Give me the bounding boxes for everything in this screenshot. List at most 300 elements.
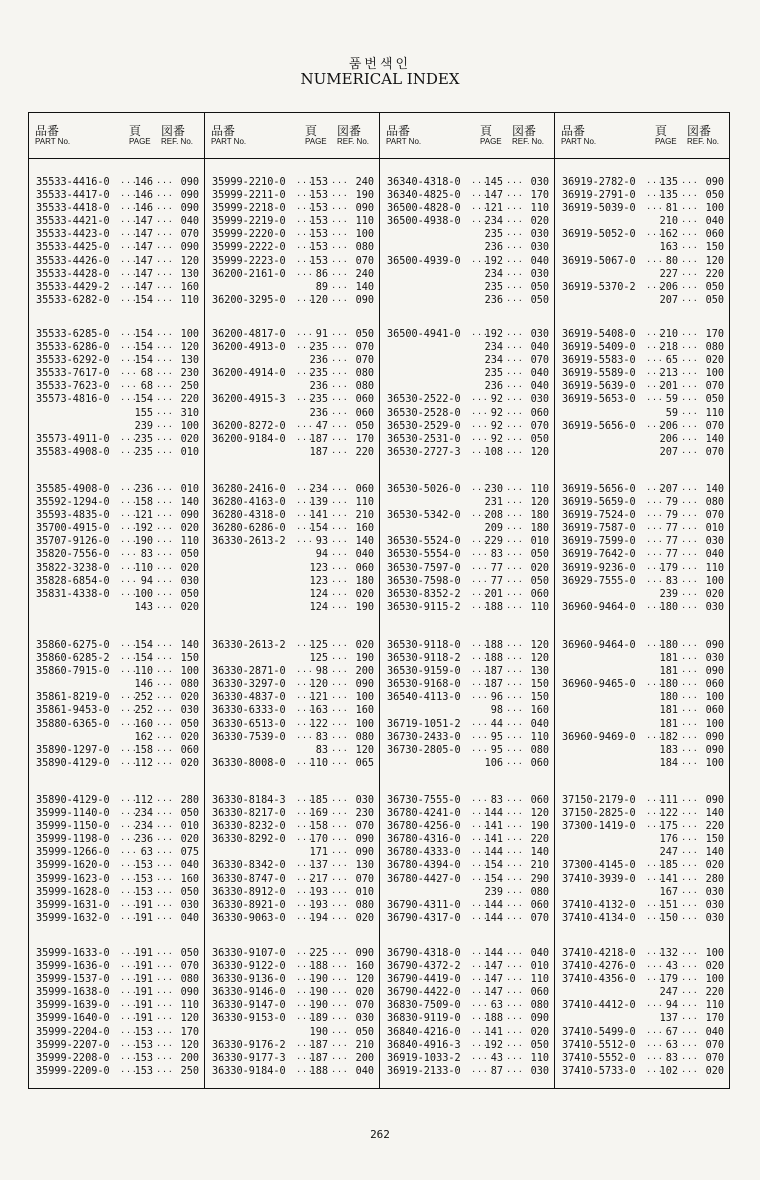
ref-number: 020	[705, 961, 724, 973]
leader-dots: ···	[296, 217, 314, 227]
leader-dots: ···	[646, 421, 664, 431]
leader-dots: ···	[506, 369, 524, 379]
part-number: 35700-4915-0	[36, 523, 110, 535]
header-page-label: 頁	[655, 124, 668, 138]
leader-dots: ···	[331, 295, 349, 305]
index-row	[555, 241, 729, 254]
part-number: 36330-8292-0	[212, 834, 286, 846]
page-ref: 121	[484, 203, 503, 215]
ref-number: 160	[180, 873, 199, 885]
ref-number: 040	[705, 216, 724, 228]
index-row	[29, 973, 204, 986]
page-ref: 185	[659, 860, 678, 872]
index-row	[29, 873, 204, 886]
page-title-english: NUMERICAL INDEX	[300, 70, 460, 88]
page-ref: 217	[309, 873, 328, 885]
leader-dots: ···	[471, 822, 489, 832]
leader-dots: ···	[156, 269, 174, 279]
leader-dots: ···	[120, 949, 138, 958]
ref-number: 060	[705, 679, 724, 691]
part-number: 36330-9184-0	[212, 1065, 286, 1077]
part-number: 36919-5656-0	[562, 484, 636, 495]
page-ref: 192	[484, 255, 503, 267]
part-number: 35533-4425-0	[36, 242, 110, 254]
part-number: 35880-6365-0	[36, 718, 110, 730]
part-number: 36330-9136-0	[212, 974, 286, 986]
ref-number: 040	[530, 342, 549, 354]
leader-dots: ···	[156, 693, 174, 703]
leader-dots: ···	[156, 589, 174, 599]
index-row	[380, 446, 554, 459]
index-row	[29, 354, 204, 367]
ref-number: 110	[705, 562, 724, 574]
leader-dots: ···	[646, 680, 664, 690]
leader-dots: ···	[681, 421, 699, 431]
ref-number: 120	[530, 446, 549, 458]
leader-dots: ···	[296, 693, 314, 703]
part-number: 35999-2204-0	[36, 1026, 110, 1038]
leader-dots: ···	[296, 1040, 314, 1050]
index-row	[205, 859, 379, 872]
index-row	[29, 665, 204, 678]
index-row	[380, 281, 554, 294]
leader-dots: ···	[120, 861, 138, 871]
column-header	[555, 113, 729, 159]
ref-number: 050	[355, 329, 374, 340]
index-row	[29, 176, 204, 189]
leader-dots: ···	[331, 343, 349, 353]
leader-dots: ···	[156, 706, 174, 716]
leader-dots: ···	[156, 191, 174, 201]
part-number: 36919-5039-0	[562, 203, 636, 215]
leader-dots: ···	[681, 1014, 699, 1024]
index-column	[554, 113, 729, 1088]
leader-dots: ···	[681, 369, 699, 379]
leader-dots: ···	[296, 330, 314, 339]
page-ref: 193	[309, 899, 328, 911]
column-header	[205, 113, 379, 159]
index-row	[205, 652, 379, 665]
index-row	[205, 1026, 379, 1039]
index-row	[380, 496, 554, 509]
index-row	[555, 973, 729, 986]
page-ref: 63	[140, 847, 153, 859]
ref-number: 040	[355, 549, 374, 561]
leader-dots: ···	[331, 719, 349, 729]
page-ref: 181	[659, 653, 678, 665]
index-row	[380, 833, 554, 846]
part-number: 36730-2805-0	[387, 744, 461, 756]
page-ref: 239	[484, 886, 503, 898]
index-row	[205, 562, 379, 575]
leader-dots: ···	[331, 861, 349, 871]
part-number: 36330-2871-0	[212, 666, 286, 678]
ref-number: 090	[180, 987, 199, 999]
page-ref: 92	[490, 407, 503, 419]
index-row	[380, 483, 554, 496]
part-number: 36330-9147-0	[212, 1000, 286, 1012]
page-ref: 158	[134, 497, 153, 509]
leader-dots: ···	[331, 230, 349, 240]
ref-number: 060	[530, 757, 549, 769]
index-row	[555, 886, 729, 899]
leader-dots: ···	[156, 230, 174, 240]
part-number: 36960-9465-0	[562, 679, 636, 691]
leader-dots: ···	[471, 191, 489, 201]
page-ref: 191	[134, 974, 153, 986]
part-number: 37410-5512-0	[562, 1039, 636, 1051]
index-row	[555, 912, 729, 925]
ref-number: 070	[355, 873, 374, 885]
leader-dots: ···	[471, 1066, 489, 1076]
part-number: 36200-9184-0	[212, 433, 286, 445]
leader-dots: ···	[120, 693, 138, 703]
page-ref: 153	[134, 1065, 153, 1077]
leader-dots: ···	[646, 382, 664, 392]
part-number: 36530-2727-3	[387, 446, 461, 458]
leader-dots: ···	[296, 680, 314, 690]
index-row	[555, 665, 729, 678]
ref-number: 070	[705, 510, 724, 522]
part-number: 35860-6275-0	[36, 640, 110, 651]
page-ref: 83	[665, 575, 678, 587]
ref-number: 070	[355, 355, 374, 367]
index-row	[29, 744, 204, 757]
leader-dots: ···	[296, 343, 314, 353]
ref-number: 250	[180, 381, 199, 393]
leader-dots: ···	[296, 719, 314, 729]
ref-number: 160	[355, 961, 374, 973]
leader-dots: ···	[331, 537, 349, 547]
page-ref: 207	[659, 294, 678, 306]
ref-number: 030	[530, 394, 549, 406]
leader-dots: ···	[156, 796, 174, 805]
leader-dots: ···	[681, 680, 699, 690]
page-ref: 191	[134, 1000, 153, 1012]
ref-number: 090	[355, 294, 374, 306]
leader-dots: ···	[681, 667, 699, 677]
part-number: 36730-2433-0	[387, 731, 461, 743]
leader-dots: ···	[681, 382, 699, 392]
header-page-label: 頁	[305, 124, 318, 138]
leader-dots: ···	[156, 243, 174, 253]
page-ref: 123	[309, 575, 328, 587]
page-ref: 43	[490, 1052, 503, 1064]
leader-dots: ···	[296, 243, 314, 253]
ref-number: 110	[530, 731, 549, 743]
part-number: 36719-1051-2	[387, 718, 461, 730]
ref-number: 090	[355, 679, 374, 691]
leader-dots: ···	[506, 498, 524, 508]
index-row	[29, 807, 204, 820]
part-number: 35999-1633-0	[36, 948, 110, 959]
leader-dots: ···	[331, 408, 349, 418]
leader-dots: ···	[156, 217, 174, 227]
index-row	[29, 899, 204, 912]
page-ref: 79	[665, 497, 678, 509]
leader-dots: ···	[471, 485, 489, 494]
page-ref: 187	[309, 446, 328, 458]
ref-number: 100	[355, 692, 374, 704]
index-row	[555, 509, 729, 522]
entry-group	[205, 328, 379, 459]
leader-dots: ···	[506, 295, 524, 305]
leader-dots: ···	[120, 447, 138, 457]
index-row	[205, 407, 379, 420]
part-number: 36330-8184-3	[212, 795, 286, 806]
page-ref: 162	[134, 731, 153, 743]
part-number: 36330-2613-2	[212, 536, 286, 548]
index-row	[555, 691, 729, 704]
leader-dots: ···	[681, 243, 699, 253]
ref-number: 080	[530, 886, 549, 898]
leader-dots: ···	[681, 295, 699, 305]
leader-dots: ···	[296, 295, 314, 305]
leader-dots: ···	[331, 822, 349, 832]
part-number: 36919-7599-0	[562, 536, 636, 548]
leader-dots: ···	[296, 874, 314, 884]
page-ref: 230	[484, 484, 503, 495]
page-ref: 201	[659, 381, 678, 393]
ref-number: 120	[530, 497, 549, 509]
entry-group	[29, 947, 204, 1078]
index-row	[205, 328, 379, 341]
leader-dots: ···	[156, 719, 174, 729]
leader-dots: ···	[156, 758, 174, 768]
part-number: 36330-3297-0	[212, 679, 286, 691]
part-number: 36919-5370-2	[562, 281, 636, 293]
index-row	[380, 215, 554, 228]
header-part-sublabel: PART No.	[35, 137, 71, 146]
index-row	[555, 215, 729, 228]
leader-dots: ···	[506, 382, 524, 392]
ref-number: 060	[355, 484, 374, 495]
page-ref: 92	[490, 394, 503, 406]
leader-dots: ···	[331, 796, 349, 805]
part-number: 36919-5639-0	[562, 381, 636, 393]
page-ref: 47	[315, 420, 328, 432]
part-number: 36530-9115-2	[387, 601, 461, 613]
part-number: 35999-1632-0	[36, 912, 110, 924]
index-row	[555, 393, 729, 406]
leader-dots: ···	[471, 1014, 489, 1024]
part-number: 35820-7556-0	[36, 549, 110, 561]
leader-dots: ···	[296, 269, 314, 279]
part-number: 35593-4835-0	[36, 510, 110, 522]
index-row	[555, 757, 729, 770]
part-number: 36330-8921-0	[212, 899, 286, 911]
ref-number: 060	[530, 899, 549, 911]
leader-dots: ···	[506, 680, 524, 690]
ref-number: 190	[530, 821, 549, 833]
leader-dots: ···	[506, 809, 524, 819]
leader-dots: ···	[296, 758, 314, 768]
ref-number: 190	[355, 601, 374, 613]
page-ref: 235	[134, 433, 153, 445]
ref-number: 110	[180, 294, 199, 306]
index-row	[29, 294, 204, 307]
page-ref: 132	[659, 948, 678, 959]
page-ref: 190	[309, 1000, 328, 1012]
page-ref: 153	[309, 229, 328, 241]
part-number: 35860-6285-2	[36, 653, 110, 665]
leader-dots: ···	[156, 900, 174, 910]
page-ref: 154	[484, 860, 503, 872]
part-number: 36790-4318-0	[387, 948, 461, 959]
page-ref: 236	[484, 294, 503, 306]
leader-dots: ···	[331, 421, 349, 431]
page-ref: 190	[309, 987, 328, 999]
page-ref: 147	[134, 268, 153, 280]
index-row	[380, 548, 554, 561]
page-ref: 91	[315, 329, 328, 340]
leader-dots: ···	[471, 809, 489, 819]
leader-dots: ···	[681, 900, 699, 910]
part-number: 36919-5653-0	[562, 394, 636, 406]
part-number: 36919-2782-0	[562, 177, 636, 188]
index-row	[29, 960, 204, 973]
leader-dots: ···	[331, 550, 349, 560]
ref-number: 090	[180, 242, 199, 254]
ref-number: 030	[705, 653, 724, 665]
page-ref: 95	[490, 731, 503, 743]
ref-number: 110	[530, 203, 549, 215]
index-row	[205, 704, 379, 717]
leader-dots: ···	[156, 962, 174, 972]
ref-number: 050	[705, 281, 724, 293]
page-ref: 94	[140, 575, 153, 587]
header-ref-label: 図番	[687, 124, 712, 138]
ref-number: 100	[705, 718, 724, 730]
page-ref: 206	[659, 281, 678, 293]
page-ref: 181	[659, 718, 678, 730]
page-ref: 235	[309, 368, 328, 380]
leader-dots: ···	[331, 988, 349, 998]
leader-dots: ···	[331, 848, 349, 858]
page-ref: 83	[140, 549, 153, 561]
index-row	[29, 757, 204, 770]
index-row	[380, 575, 554, 588]
ref-number: 140	[180, 497, 199, 509]
index-row	[555, 367, 729, 380]
part-number: 36200-3295-0	[212, 294, 286, 306]
index-row	[555, 639, 729, 652]
leader-dots: ···	[156, 988, 174, 998]
leader-dots: ···	[681, 563, 699, 573]
leader-dots: ···	[331, 1040, 349, 1050]
index-row	[205, 228, 379, 241]
part-number: 36790-4311-0	[387, 899, 461, 911]
leader-dots: ···	[646, 343, 664, 353]
page-ref: 180	[659, 601, 678, 613]
index-row	[555, 846, 729, 859]
leader-dots: ···	[681, 524, 699, 534]
index-row	[205, 960, 379, 973]
leader-dots: ···	[681, 537, 699, 547]
page-ref: 179	[659, 974, 678, 986]
page-ref: 153	[309, 203, 328, 215]
ref-number: 060	[355, 562, 374, 574]
page-ref: 106	[484, 757, 503, 769]
leader-dots: ···	[646, 369, 664, 379]
leader-dots: ···	[681, 874, 699, 884]
index-row	[380, 588, 554, 601]
part-number: 35533-4417-0	[36, 190, 110, 202]
index-row	[29, 509, 204, 522]
page-ref: 147	[134, 281, 153, 293]
leader-dots: ···	[120, 589, 138, 599]
index-row	[205, 731, 379, 744]
ref-number: 100	[355, 718, 374, 730]
page-ref: 235	[309, 342, 328, 354]
ref-number: 140	[705, 847, 724, 859]
ref-number: 080	[705, 342, 724, 354]
page-ref: 120	[309, 294, 328, 306]
leader-dots: ···	[156, 282, 174, 292]
index-row	[29, 846, 204, 859]
part-number: 35890-4129-0	[36, 795, 110, 806]
ref-number: 160	[180, 281, 199, 293]
page-ref: 92	[490, 433, 503, 445]
page-ref: 235	[134, 446, 153, 458]
leader-dots: ···	[331, 962, 349, 972]
part-number: 36919-9236-0	[562, 562, 636, 574]
ref-number: 190	[355, 190, 374, 202]
ref-number: 040	[530, 948, 549, 959]
page-ref: 96	[490, 692, 503, 704]
index-row	[205, 215, 379, 228]
leader-dots: ···	[506, 421, 524, 431]
page-ref: 187	[309, 1039, 328, 1051]
index-row	[380, 328, 554, 341]
ref-number: 020	[705, 355, 724, 367]
index-row	[29, 794, 204, 807]
leader-dots: ···	[681, 282, 699, 292]
leader-dots: ···	[120, 809, 138, 819]
index-row	[555, 420, 729, 433]
ref-number: 210	[355, 510, 374, 522]
leader-dots: ···	[120, 962, 138, 972]
ref-number: 110	[355, 497, 374, 509]
part-number: 37150-2825-0	[562, 808, 636, 820]
index-row	[29, 562, 204, 575]
leader-dots: ···	[471, 589, 489, 599]
part-number: 37410-5552-0	[562, 1052, 636, 1064]
index-row	[29, 535, 204, 548]
leader-dots: ···	[156, 447, 174, 457]
part-number: 36330-9153-0	[212, 1013, 286, 1025]
index-row	[555, 873, 729, 886]
ref-number: 210	[355, 1039, 374, 1051]
ref-number: 020	[705, 588, 724, 600]
leader-dots: ···	[681, 602, 699, 612]
leader-dots: ···	[506, 861, 524, 871]
leader-dots: ···	[506, 732, 524, 742]
page-ref: 190	[309, 1026, 328, 1038]
part-number: 36330-9177-3	[212, 1052, 286, 1064]
leader-dots: ···	[296, 1066, 314, 1076]
leader-dots: ···	[156, 641, 174, 650]
page-ref: 154	[134, 342, 153, 354]
index-row	[205, 947, 379, 960]
page-ref: 100	[134, 588, 153, 600]
leader-dots: ···	[506, 356, 524, 366]
leader-dots: ···	[331, 1001, 349, 1011]
leader-dots: ···	[471, 732, 489, 742]
leader-dots: ···	[331, 191, 349, 201]
leader-dots: ···	[471, 641, 489, 650]
leader-dots: ···	[120, 975, 138, 985]
